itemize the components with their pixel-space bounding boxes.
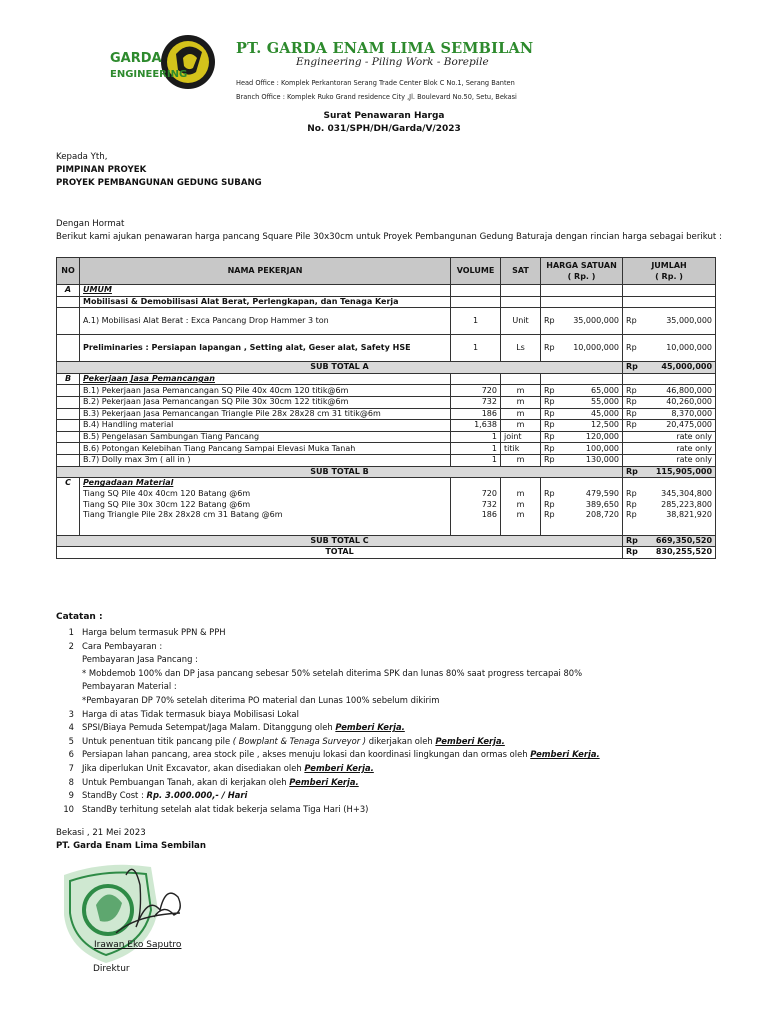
- note-text: Cara Pembayaran :: [82, 640, 163, 651]
- note-number: [56, 680, 82, 694]
- currency-label: Rp: [623, 499, 643, 510]
- note-item: [56, 653, 736, 667]
- item-name: B.2) Pekerjaan Jasa Pemancangan SQ Pile 30x 30cm 122 titik@6m: [80, 396, 451, 408]
- note-text: Untuk Pembuangan Tanah, akan di kerjakan oleh Pemberi Kerja.: [82, 776, 359, 787]
- section-a-row: [57, 285, 716, 297]
- currency-label: Rp: [541, 431, 561, 443]
- item-unit: m: [501, 489, 541, 500]
- subtotal-c-row: [57, 535, 716, 547]
- currency-label: Rp: [623, 535, 643, 547]
- currency-label: Rp: [623, 510, 643, 521]
- company-name: PT. GARDA ENAM LIMA SEMBILAN: [236, 40, 534, 57]
- item-unit: m: [501, 408, 541, 420]
- table-header-row: [57, 258, 716, 285]
- item-volume: 1,638: [451, 420, 501, 432]
- note-text: SPSI/Biaya Pemuda Setempat/Jaga Malam. Ditanggung oleh Pemberi Kerja.: [82, 722, 405, 733]
- note-item: [56, 803, 736, 817]
- note-number: 7: [68, 762, 74, 773]
- item-total: 38,821,920: [643, 510, 716, 521]
- item-price: 55,000: [561, 396, 623, 408]
- table-row: [57, 431, 716, 443]
- currency-label: Rp: [623, 489, 643, 500]
- item-volume: 1: [451, 443, 501, 455]
- note-number: 9: [68, 790, 74, 801]
- item-price: 479,590: [561, 489, 623, 500]
- note-item: [56, 640, 736, 654]
- item-unit: m: [501, 510, 541, 521]
- currency-label: Rp: [541, 335, 561, 362]
- note-item: [56, 776, 736, 790]
- salutation: Dengan Hormat: [56, 219, 125, 229]
- currency-label: Rp: [623, 308, 643, 335]
- header-name: NAMA PEKERJAN: [80, 258, 451, 285]
- subtotal-b-value: 115,905,000: [643, 466, 716, 478]
- item-volume: 1: [451, 335, 501, 362]
- section-a-no: A: [57, 285, 80, 297]
- section-c-no: C: [57, 478, 80, 489]
- note-text: Untuk penentuan titik pancang pile ( Bowplant & Tenaga Surveyor ) dikerjakan oleh Pemberi Kerja.: [82, 735, 505, 746]
- item-name: B.5) Pengelasan Sambungan Tiang Pancang: [80, 431, 451, 443]
- note-number: 3: [68, 708, 74, 719]
- item-volume: 186: [451, 510, 501, 521]
- note-text: Persiapan lahan pancang, area stock pile , akses menuju lokasi dan koordinasi lingkungan dan ormas oleh Pemberi Kerja.: [82, 749, 600, 760]
- item-unit: m: [501, 385, 541, 397]
- company-tagline: Engineering - Piling Work - Borepile: [296, 56, 489, 68]
- item-volume: 186: [451, 408, 501, 420]
- item-total: rate only: [643, 443, 716, 455]
- table-row: [57, 510, 716, 521]
- section-c-row: [57, 478, 716, 489]
- note-number: [56, 653, 82, 667]
- table-row: [57, 396, 716, 408]
- note-number: 10: [63, 803, 74, 814]
- currency-label: Rp: [623, 420, 643, 432]
- note-item: [56, 694, 736, 708]
- note-item: [56, 680, 736, 694]
- header-no: NO: [57, 258, 80, 285]
- table-row: [57, 308, 716, 335]
- section-a-title: UMUM: [80, 285, 451, 297]
- note-item: [56, 789, 736, 803]
- item-price: 65,000: [561, 385, 623, 397]
- note-number: 4: [68, 722, 74, 733]
- subtotal-a-value: 45,000,000: [643, 362, 716, 374]
- currency-label: Rp: [623, 466, 643, 478]
- recipient-line-2: PROYEK PEMBANGUNAN GEDUNG SUBANG: [56, 178, 262, 188]
- item-volume: 720: [451, 489, 501, 500]
- item-price: 208,720: [561, 510, 623, 521]
- currency-label: [623, 443, 643, 455]
- grand-total-row: [57, 547, 716, 559]
- currency-label: Rp: [541, 489, 561, 500]
- section-a-subtitle-row: [57, 296, 716, 308]
- company-logo: [108, 32, 226, 92]
- svg-text:GARDA: GARDA: [110, 51, 162, 66]
- note-number: [56, 694, 82, 708]
- company-stamp-signature: [56, 855, 196, 970]
- note-item: [56, 708, 736, 722]
- grand-total-label: TOTAL: [57, 547, 623, 559]
- currency-label: Rp: [623, 385, 643, 397]
- header-total: JUMLAH ( Rp. ): [623, 258, 716, 285]
- item-price: 389,650: [561, 499, 623, 510]
- item-unit: Unit: [501, 308, 541, 335]
- note-number: 2: [68, 640, 74, 651]
- currency-label: Rp: [623, 362, 643, 374]
- item-volume: 732: [451, 499, 501, 510]
- note-text: Harga di atas Tidak termasuk biaya Mobilisasi Lokal: [82, 708, 299, 719]
- signer-position: Direktur: [93, 964, 130, 974]
- signer-name: Irawan Eko Saputro: [94, 940, 182, 950]
- table-row: [57, 499, 716, 510]
- item-total: 40,260,000: [643, 396, 716, 408]
- item-unit: m: [501, 420, 541, 432]
- spacer-row: [57, 521, 716, 536]
- section-c-title: Pengadaan Material: [80, 478, 451, 489]
- head-office-address: Head Office : Komplek Perkantoran Serang Trade Center Blok C No.1, Serang Banten: [236, 79, 515, 87]
- note-text: Pembayaran Material :: [82, 681, 177, 692]
- note-number: 6: [68, 749, 74, 760]
- table-row: [57, 489, 716, 500]
- place-date: Bekasi , 21 Mei 2023: [56, 828, 146, 838]
- item-volume: 1: [451, 308, 501, 335]
- note-text: StandBy terhitung setelah alat tidak bekerja selama Tiga Hari (H+3): [82, 803, 369, 814]
- header-volume: VOLUME: [451, 258, 501, 285]
- item-price: 130,000: [561, 454, 623, 466]
- item-name: A.1) Mobilisasi Alat Berat : Exca Pancang Drop Hammer 3 ton: [80, 308, 451, 335]
- table-row: [57, 385, 716, 397]
- section-a-subtitle: Mobilisasi & Demobilisasi Alat Berat, Perlengkapan, dan Tenaga Kerja: [80, 296, 451, 308]
- currency-label: Rp: [623, 335, 643, 362]
- item-total: 35,000,000: [643, 308, 716, 335]
- item-volume: 1: [451, 431, 501, 443]
- subtotal-c-value: 669,350,520: [643, 535, 716, 547]
- currency-label: Rp: [541, 408, 561, 420]
- subtotal-b-label: SUB TOTAL B: [57, 466, 623, 478]
- item-name: B.7) Dolly max 3m ( all in ): [80, 454, 451, 466]
- note-item: [56, 667, 736, 681]
- item-total: 10,000,000: [643, 335, 716, 362]
- note-text: * Mobdemob 100% dan DP jasa pancang sebesar 50% setelah diterima SPK dan lunas 80% saat progress tercapai 80%: [82, 667, 583, 678]
- item-unit: joint: [501, 431, 541, 443]
- subtotal-a-row: [57, 362, 716, 374]
- item-name: Tiang SQ Pile 40x 40cm 120 Batang @6m: [80, 489, 451, 500]
- note-number: 8: [68, 776, 74, 787]
- item-name: Preliminaries : Persiapan lapangan , Setting alat, Geser alat, Safety HSE: [80, 335, 451, 362]
- currency-label: Rp: [623, 408, 643, 420]
- item-name: B.3) Pekerjaan Jasa Pemancangan Triangle Pile 28x 28x28 cm 31 titik@6m: [80, 408, 451, 420]
- note-item: [56, 721, 736, 735]
- item-price: 35,000,000: [561, 308, 623, 335]
- currency-label: Rp: [541, 443, 561, 455]
- currency-label: Rp: [541, 454, 561, 466]
- item-total: 8,370,000: [643, 408, 716, 420]
- table-row: [57, 335, 716, 362]
- item-price: 120,000: [561, 431, 623, 443]
- item-total: 20,475,000: [643, 420, 716, 432]
- item-unit: m: [501, 499, 541, 510]
- note-item: [56, 762, 736, 776]
- note-item: [56, 626, 736, 640]
- item-price: 45,000: [561, 408, 623, 420]
- item-price: 100,000: [561, 443, 623, 455]
- closing-company: PT. Garda Enam Lima Sembilan: [56, 841, 206, 851]
- document-title: Surat Penawaran Harga: [323, 111, 445, 121]
- subtotal-a-label: SUB TOTAL A: [57, 362, 623, 374]
- item-price: 10,000,000: [561, 335, 623, 362]
- currency-label: Rp: [623, 396, 643, 408]
- item-unit: titik: [501, 443, 541, 455]
- greeting: Kepada Yth,: [56, 152, 108, 162]
- header-sat: SAT: [501, 258, 541, 285]
- note-number: 1: [68, 627, 74, 637]
- subtotal-c-label: SUB TOTAL C: [57, 535, 623, 547]
- note-item: [56, 735, 736, 749]
- currency-label: Rp: [541, 396, 561, 408]
- currency-label: Rp: [541, 420, 561, 432]
- intro-text: Berikut kami ajukan penawaran harga pancang Square Pile 30x30cm untuk Proyek Pembangunan Gedung Baturaja dengan rincian harga sebagai berikut :: [56, 232, 722, 242]
- notes-title: Catatan :: [56, 612, 103, 622]
- currency-label: [623, 431, 643, 443]
- item-total: 285,223,800: [643, 499, 716, 510]
- item-total: 46,800,000: [643, 385, 716, 397]
- svg-text:ENGINEERING: ENGINEERING: [110, 69, 188, 80]
- note-text: Pembayaran Jasa Pancang :: [82, 654, 198, 665]
- notes-list: [56, 626, 736, 816]
- table-row: [57, 420, 716, 432]
- currency-label: Rp: [623, 547, 643, 559]
- table-row: [57, 454, 716, 466]
- note-text: Harga belum termasuk PPN & PPH: [82, 627, 226, 637]
- note-text: *Pembayaran DP 70% setelah diterima PO material dan Lunas 100% sebelum dikirim: [82, 694, 440, 705]
- item-volume: 732: [451, 396, 501, 408]
- note-number: 5: [68, 735, 74, 746]
- item-name: B.1) Pekerjaan Jasa Pemancangan SQ Pile 40x 40cm 120 titik@6m: [80, 385, 451, 397]
- item-total: rate only: [643, 431, 716, 443]
- grand-total-value: 830,255,520: [643, 547, 716, 559]
- branch-office-address: Branch Office : Komplek Ruko Grand residence City ,Jl. Boulevard No.50, Setu, Bekasi: [236, 93, 517, 101]
- currency-label: Rp: [541, 308, 561, 335]
- header-price: HARGA SATUAN ( Rp. ): [541, 258, 623, 285]
- section-b-no: B: [57, 373, 80, 385]
- currency-label: [623, 454, 643, 466]
- item-volume: 1: [451, 454, 501, 466]
- price-quote-table: [56, 257, 716, 559]
- item-volume: 720: [451, 385, 501, 397]
- item-name: Tiang Triangle Pile 28x 28x28 cm 31 Batang @6m: [80, 510, 451, 521]
- note-item: [56, 748, 736, 762]
- table-row: [57, 408, 716, 420]
- item-name: B.4) Handling material: [80, 420, 451, 432]
- currency-label: Rp: [541, 385, 561, 397]
- recipient-line-1: PIMPINAN PROYEK: [56, 165, 147, 175]
- item-price: 12,500: [561, 420, 623, 432]
- item-unit: m: [501, 396, 541, 408]
- currency-label: Rp: [541, 499, 561, 510]
- section-b-row: [57, 373, 716, 385]
- document-number: No. 031/SPH/DH/Garda/V/2023: [307, 124, 461, 134]
- item-name: Tiang SQ Pile 30x 30cm 122 Batang @6m: [80, 499, 451, 510]
- item-unit: Ls: [501, 335, 541, 362]
- item-total: rate only: [643, 454, 716, 466]
- note-text: Jika diperlukan Unit Excavator, akan disediakan oleh Pemberi Kerja.: [82, 762, 374, 773]
- currency-label: Rp: [541, 510, 561, 521]
- item-total: 345,304,800: [643, 489, 716, 500]
- subtotal-b-row: [57, 466, 716, 478]
- item-unit: m: [501, 454, 541, 466]
- section-b-title: Pekerjaan Jasa Pemancangan: [80, 373, 451, 385]
- note-text: StandBy Cost : Rp. 3.000.000,- / Hari: [82, 790, 248, 801]
- note-number: [56, 667, 82, 681]
- table-row: [57, 443, 716, 455]
- item-name: B.6) Potongan Kelebihan Tiang Pancang Sampai Elevasi Muka Tanah: [80, 443, 451, 455]
